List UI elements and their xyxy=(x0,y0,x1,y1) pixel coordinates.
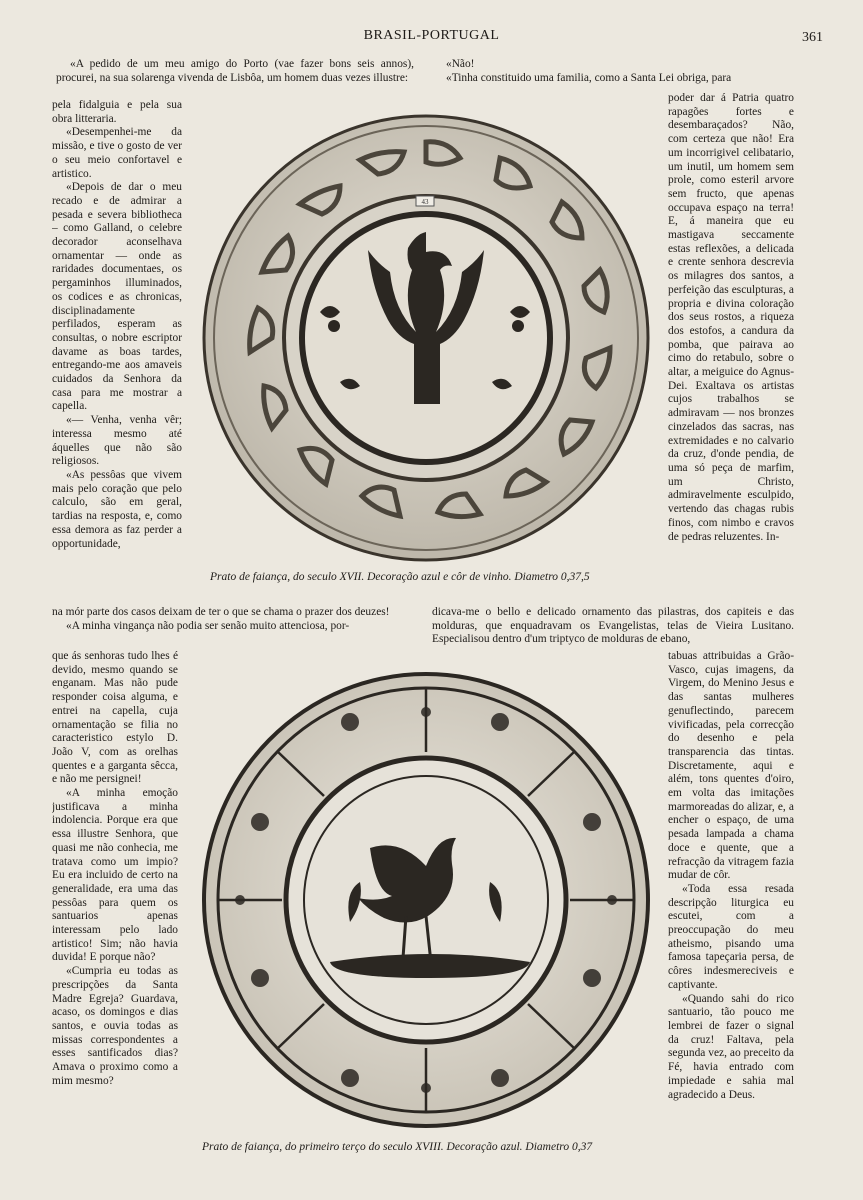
page-number: 361 xyxy=(802,30,823,45)
text-column-left-lower xyxy=(52,650,178,1160)
paragraph: «Cumpria eu todas as prescripções da Santa Madre Egreja? Guardava, acaso, os domingos e dias santos, e ouvia todas as missas correspondentes a esses santificados dias? Amava o proximo como a mim mesmo? xyxy=(52,965,178,1087)
paragraph: tabuas attribuidas a Grão-Vasco, cujas imagens, da Virgem, do Menino Jesus e das santas mulheres genuflectindo, parecem vivificadas, pela correcção do desenho e pela transparencia das tintas. Discretamente, aqui e além, tons quentes d'oiro, em volta das imitações marmoreadas do alizar, e, a encher o espaço, de uma pesada lampada a chama doce e quente, que a refracção da vitragem fazia mudar de côr. xyxy=(668,650,794,882)
faience-plate-eagle xyxy=(200,112,652,564)
paragraph: «Toda essa resada descripção liturgica eu escutei, com a preoccupação do meu atheismo, pisando uma famosa tapeçaria persa, de côres indesmereciveis e captivante. xyxy=(668,882,794,991)
paragraph: pela fidalguia e pela sua obra litteraria. xyxy=(52,99,182,125)
paragraph: na mór parte dos casos deixam de ter o que se chama o prazer dos deuzes! xyxy=(52,606,390,618)
paragraph: «Depois de dar o meu recado e de admirar a pesada e severa bibliotheca – como Galland, o celebre decorador aconselhava ornamentar — onde as raridades documentaes, os pergaminhos illuminados, os codices e as chronicas, disciplinadamente perfilados, esperam as consultas, o nobre escriptor davame as boas tardes, entregando-me aos amaveis cuidados da Senhora da casa para me mostrar a capella. xyxy=(52,181,182,413)
text-block-middle-right xyxy=(432,606,794,647)
faience-plate-bird xyxy=(200,672,652,1132)
text-column-right-lower xyxy=(668,650,794,1165)
paragraph: «Tinha constituido uma familia, como a Santa Lei obriga, para xyxy=(446,71,732,84)
figure-caption-plate-1: Prato de faiança, do seculo XVII. Decoração azul e côr de vinho. Diametro 0,37,5 xyxy=(210,571,590,583)
paragraph: que ás senhoras tudo lhes é devido, mesmo quando se enganam. Mas não pude responder coisa alguma, e entrei na capella, cuja ornamentação se filia no caracteristico estylo D. João V, com as orelhas quentes e a garganta sêcca, e não me persignei! xyxy=(52,650,178,786)
text-block-middle-left xyxy=(52,606,414,633)
paragraph: «A pedido de um meu amigo do Porto (vae fazer bons seis annos), procurei, na sua solarenga vivenda de Lisbôa, um homem duas vezes illustre: xyxy=(56,58,414,84)
text-column-left-upper xyxy=(52,99,182,605)
text-column-right-upper xyxy=(668,92,794,612)
paragraph: «Quando sahi do rico santuario, tão pouco me lembrei de fazer o signal da cruz! Faltava, pela segunda vez, ao preceito da Fé, havia entrado com impiedade e sahia mal agradecido a Deus. xyxy=(668,992,794,1101)
plate-label: 43 xyxy=(421,198,429,206)
paragraph: «Não! xyxy=(446,58,475,70)
text-block-top-right xyxy=(432,58,794,85)
paragraph: «— Venha, venha vêr; interessa mesmo até áquelles que não são religiosos. xyxy=(52,414,182,468)
paragraph: «A minha emoção justificava a minha indolencia. Porque era que essa illustre Senhora, que quasi me não conhecia, me tratava como um impio? Eu era incluido de certo na generalidade, era uma das pessôas para quem os santuarios apenas interessam pelo lado artistico! Sim; não havia duvida! E porque não? xyxy=(52,787,178,964)
running-title: BRASIL-PORTUGAL xyxy=(363,28,500,43)
paragraph: «A minha vingança não podia ser senão muito attenciosa, por- xyxy=(66,619,350,632)
page-header xyxy=(0,28,863,48)
paragraph: «As pessôas que vivem mais pelo coração que pelo calculo, são em geral, tardias na resposta, e, como essa demora as faz perder a opportunidade, xyxy=(52,468,182,550)
paragraph: dicava-me o bello e delicado ornamento das pilastras, dos capiteis e das molduras, que enquadravam os Evangelistas, telas de Vieira Lusitano. Especialisou dentro d'um triptyco de molduras de ebano, xyxy=(432,606,794,646)
text-block-top-left xyxy=(56,58,414,85)
paragraph: poder dar á Patria quatro rapagões fortes e desembaraçados? Não, com certeza que não! Era um incorrigivel celibatario, um inutil, um homem sem prole, como esteril arvore sem fructo, que apenas occupava espaço na terra! E, á maneira que eu mastigava seccamente estas reflexões, a delicada e crente senhora descrevia os milagres dos santos, a perfeição das esculpturas, a propria e divina coloração dos seus rostos, a riqueza dos estofos, a candura da pomba, que pairava ao cimo do retabulo, sobre o altar, a meiguice do Agnus-Dei. Exaltava os artistas cujos trabalhos se admiravam — nos bronzes cinzelados das sacras, nas extremidades e no calvario da cruz, d'onde pendia, de uma só peça de marfim, um Christo, admiravelmente esculpido, vertendo das chagas rubis finos, com nimbo e cravos de pedras reluzentes. In- xyxy=(668,92,794,543)
figure-caption-plate-2: Prato de faiança, do primeiro terço do seculo XVIII. Decoração azul. Diametro 0,37 xyxy=(202,1141,593,1153)
paragraph: «Desempenhei-me da missão, e tive o gosto de ver o seu meio confortavel e artistico. xyxy=(52,126,182,180)
